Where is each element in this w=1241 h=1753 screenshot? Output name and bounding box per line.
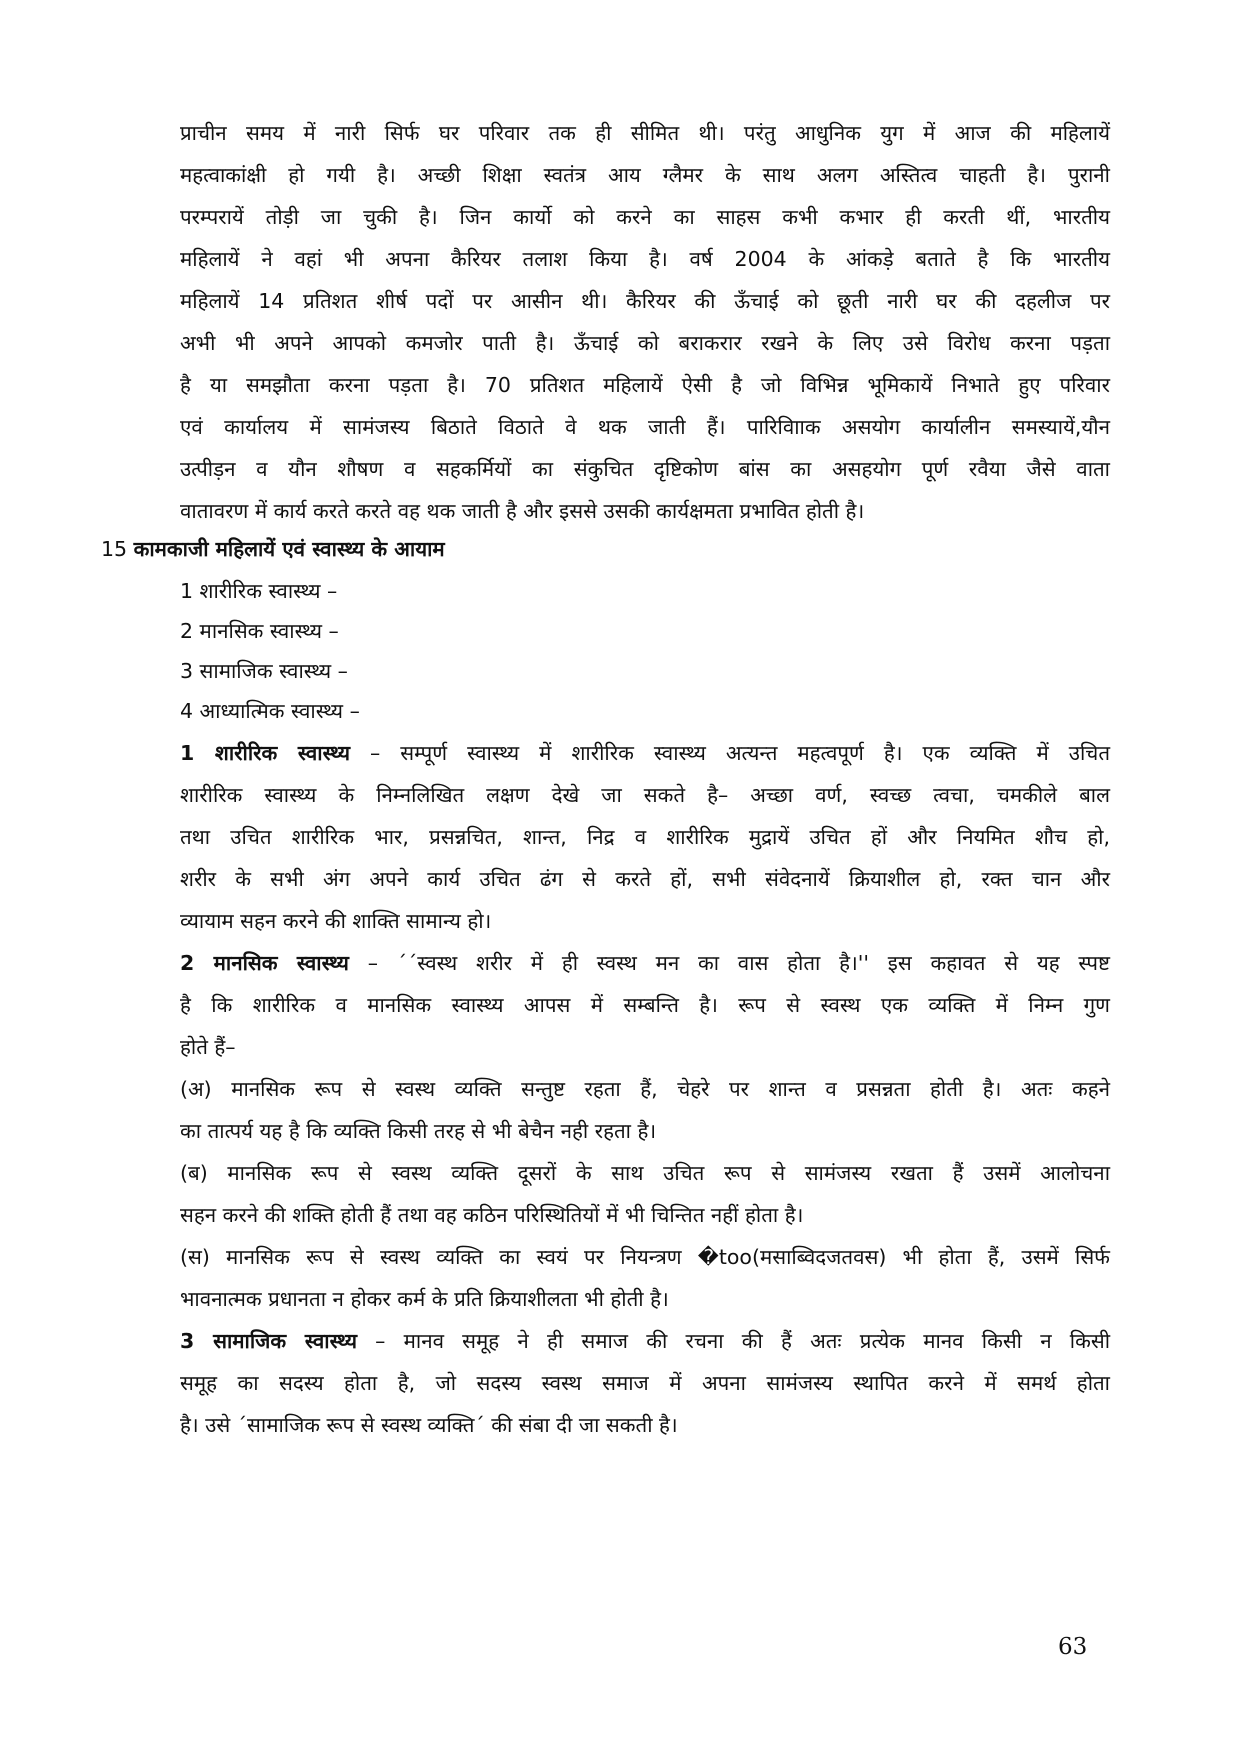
paragraph-line: शरीर के सभी अंग अपने कार्य उचित ढंग से करते हों, सभी संवेदनायें क्रियाशील हो, रक्त चान और (180, 867, 1110, 891)
paragraph-line: प्राचीन समय में नारी सिर्फ घर परिवार तक ही सीमित थी। परंतु आधुनिक युग में आज की महिलायें (180, 121, 1110, 145)
section-heading (101, 534, 445, 564)
paragraph-line (180, 1326, 1110, 1356)
physical-health-lead: 1 शारीरिक स्वास्थ्य (180, 741, 350, 765)
paragraph-line: है या समझौता करना पड़ता है। 70 प्रतिशत महिलायें ऐसी है जो विभिन्न भूमिकायें निभाते हुए परिवार (180, 373, 1110, 397)
paragraph-line: समूह का सदस्य होता है, जो सदस्य स्वस्थ समाज में अपना सामंजस्य स्थापित करने में समर्थ होता (180, 1371, 1110, 1395)
section-number: 15 (101, 537, 128, 561)
paragraph-line: अभी भी अपने आपको कमजोर पाती है। ऊँचाई को बराकरार रखने के लिए उसे विरोध करना पड़ता (180, 331, 1110, 355)
list-item: 2 मानसिक स्वास्थ्य – (180, 619, 339, 643)
social-health-text: – मानव समूह ने ही समाज की रचना की हैं अतः प्रत्येक मानव किसी न किसी (356, 1329, 1110, 1353)
page-number: 63 (1058, 1634, 1088, 1660)
paragraph-line: सहन करने की शक्ति होती हैं तथा वह कठिन परिस्थितियों में भी चिन्तित नहीं होता है। (180, 1203, 804, 1227)
mental-health-lead: 2 मानसिक स्वास्थ्य (180, 951, 349, 975)
paragraph-line: तथा उचित शारीरिक भार, प्रसन्नचित, शान्त, निद्र व शारीरिक मुद्रायें उचित हों और नियमित शौच हो, (180, 825, 1110, 849)
paragraph-line: शारीरिक स्वास्थ्य के निम्नलिखित लक्षण देखे जा सकते है– अच्छा वर्ण, स्वच्छ त्वचा, चमकीले बाल (180, 783, 1110, 807)
paragraph-line (180, 738, 1110, 768)
social-health-lead: 3 सामाजिक स्वास्थ्य (180, 1329, 357, 1353)
list-item: 4 आध्यात्मिक स्वास्थ्य – (180, 699, 360, 723)
paragraph-line: एवं कार्यालय में सामंजस्य बिठाते विठाते वे थक जाती हैं। पारिवाािक असयोग कार्यालीन समस्यायें,यौन (180, 415, 1110, 439)
paragraph-line: महत्वाकांक्षी हो गयी है। अच्छी शिक्षा स्वतंत्र आय ग्लैमर के साथ अलग अस्तित्व चाहती है। पुरानी (180, 163, 1110, 187)
paragraph-line: का तात्पर्य यह है कि व्यक्ति किसी तरह से भी बेचैन नही रहता है। (180, 1119, 657, 1143)
paragraph-line: भावनात्मक प्रधानता न होकर कर्म के प्रति क्रियाशीलता भी होती है। (180, 1287, 669, 1311)
paragraph-line: वातावरण में कार्य करते करते वह थक जाती है और इससे उसकी कार्यक्षमता प्रभावित होती है। (180, 499, 865, 523)
paragraph-line: परम्परायें तोड़ी जा चुकी है। जिन कार्यो को करने का साहस कभी कभार ही करती थीं, भारतीय (180, 205, 1110, 229)
paragraph-line: व्यायाम सहन करने की शाक्ति सामान्य हो। (180, 909, 492, 933)
mental-health-text: – ´´स्वस्थ शरीर में ही स्वस्थ मन का वास होता है।'' इस कहावत से यह स्पष्ट (348, 951, 1110, 975)
section-title: कामकाजी महिलायें एवं स्वास्थ्य के आयाम (133, 537, 445, 561)
paragraph-line: (स) मानसिक रूप से स्वस्थ व्यक्ति का स्वयं पर नियन्त्रण �too(मसाब्विदजतवस) भी होता हैं, उसमें सिर्फ (180, 1245, 1110, 1269)
paragraph-line: (अ) मानसिक रूप से स्वस्थ व्यक्ति सन्तुष्ट रहता हैं, चेहरे पर शान्त व प्रसन्नता होती है। अतः कहने (180, 1077, 1110, 1101)
physical-health-text: – सम्पूर्ण स्वास्थ्य में शारीरिक स्वास्थ्य अत्यन्त महत्वपूर्ण है। एक व्यक्ति में उचित (349, 741, 1111, 765)
paragraph-line: महिलायें ने वहां भी अपना कैरियर तलाश किया है। वर्ष 2004 के आंकड़े बताते है कि भारतीय (180, 247, 1110, 271)
list-item: 3 सामाजिक स्वास्थ्य – (180, 659, 348, 683)
paragraph-line: है। उसे ´सामाजिक रूप से स्वस्थ व्यक्ति´ की संबा दी जा सकती है। (180, 1413, 678, 1437)
paragraph-line: है कि शारीरिक व मानसिक स्वास्थ्य आपस में सम्बन्ति है। रूप से स्वस्थ एक व्यक्ति में निम्न गुण (180, 993, 1110, 1017)
paragraph-line: (ब) मानसिक रूप से स्वस्थ व्यक्ति दूसरों के साथ उचित रूप से सामंजस्य रखता हैं उसमें आलोचना (180, 1161, 1110, 1185)
paragraph-line: होते हैं– (180, 1035, 236, 1059)
paragraph-line (180, 948, 1110, 978)
paragraph-line: उत्पीड़न व यौन शौषण व सहकर्मियों का संकुचित दृष्टिकोण बांस का असहयोग पूर्ण रवैया जैसे वाता (180, 457, 1110, 481)
paragraph-line: महिलायें 14 प्रतिशत शीर्ष पदों पर आसीन थी। कैरियर की ऊँचाई को छूती नारी घर की दहलीज पर (180, 289, 1110, 313)
list-item: 1 शारीरिक स्वास्थ्य – (180, 579, 338, 603)
